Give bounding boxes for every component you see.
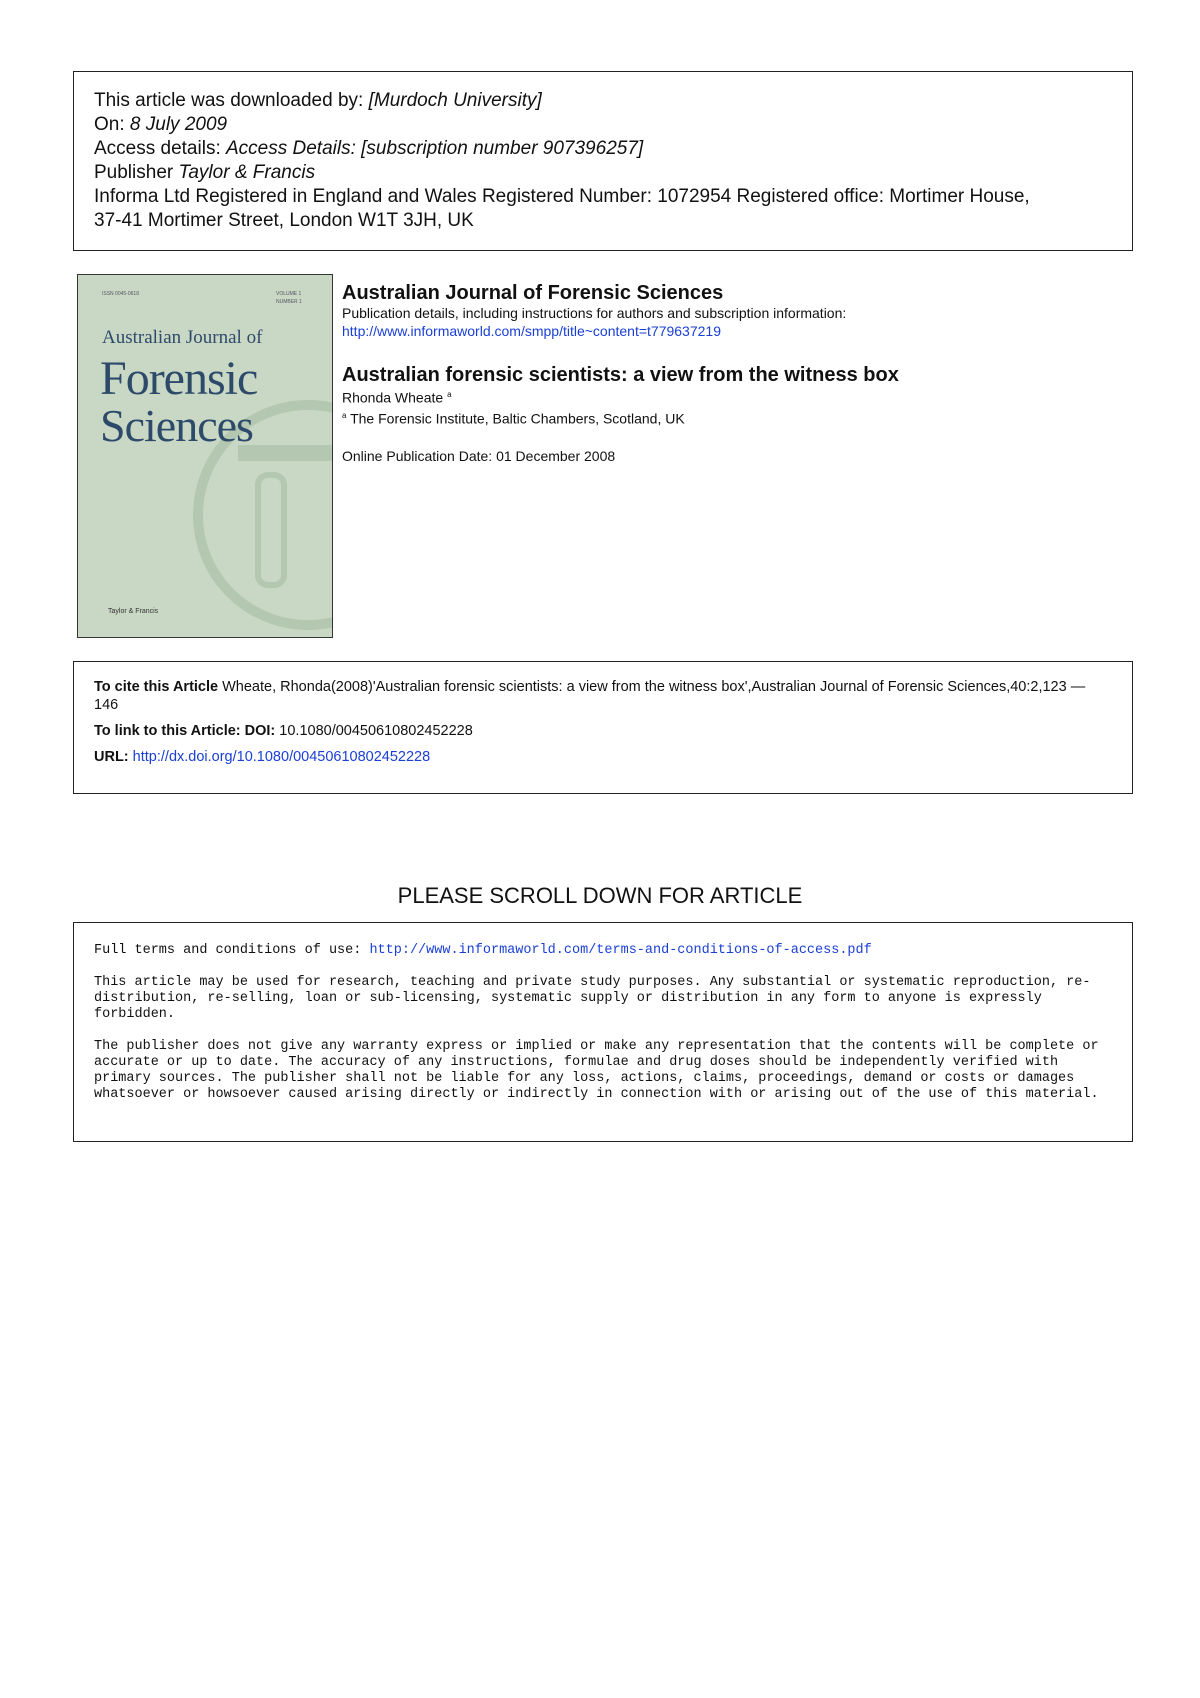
access-details-value: Access Details: [subscription number 907396257] <box>226 138 644 159</box>
affiliation-line <box>342 407 1132 428</box>
cover-journal-line: Australian Journal of <box>102 327 263 348</box>
downloaded-by-value: [Murdoch University] <box>368 90 542 111</box>
online-publication-date: Online Publication Date: 01 December 2008 <box>342 448 616 465</box>
article-details <box>342 282 1132 465</box>
scroll-down-notice: PLEASE SCROLL DOWN FOR ARTICLE <box>397 883 803 908</box>
url-row <box>94 748 1112 766</box>
cover-issn: ISSN 0045-0618 <box>102 291 139 297</box>
affiliation-text: The Forensic Institute, Baltic Chambers, Scotland, UK <box>350 410 685 427</box>
terms-paragraph-1: This article may be used for research, teaching and private study purposes. Any substantial or systematic reproduction, re-distribution, re-selling, loan or sub-licensing, systematic supply or distribution in any form to anyone is expressly forbidden. <box>94 975 1091 1022</box>
journal-url-link[interactable]: http://www.informaworld.com/smpp/title~content=t779637219 <box>342 323 721 339</box>
doi-row <box>94 722 1112 740</box>
journal-cover-image <box>77 274 333 638</box>
publication-details: Publication details, including instructions for authors and subscription information: <box>342 305 847 321</box>
cover-word-sciences: Sciences <box>100 400 253 451</box>
full-terms-line: Full terms and conditions of use: http://www.informaworld.com/terms-and-conditions-of-access.pdf <box>94 943 872 958</box>
article-title: Australian forensic scientists: a view from the witness box <box>342 364 899 386</box>
affiliation-marker: a <box>342 410 347 420</box>
author-line <box>342 386 1132 407</box>
terms-box <box>73 922 1133 1142</box>
downloaded-by-line: This article was downloaded by: [Murdoch University] <box>94 90 542 111</box>
terms-paragraph-2: The publisher does not give any warranty express or implied or make any representation that the contents will be complete or accurate or up to date. The accuracy of any instructions, formulae and drug doses should be independently verified with primary sources. The publisher shall not be liable for any loss, actions, claims, proceedings, demand or costs or damages whatsoever or howsoever caused arising directly or indirectly in connection with or arising out of the use of this material. <box>94 1039 1099 1102</box>
cite-label: To cite this Article <box>94 679 219 695</box>
cover-number: NUMBER 1 <box>276 299 302 305</box>
cover-word-forensic: Forensic <box>100 352 258 405</box>
doi-label: To link to this Article: DOI: <box>94 723 280 739</box>
author-affiliation-marker: a <box>447 390 452 399</box>
download-date-value: 8 July 2009 <box>129 114 228 135</box>
publisher-line: Publisher Taylor & Francis <box>94 162 316 183</box>
citation-box <box>73 661 1133 794</box>
terms-url-link[interactable]: http://www.informaworld.com/terms-and-conditions-of-access.pdf <box>369 943 872 958</box>
cover-publisher-mark: Taylor & Francis <box>108 608 159 615</box>
cite-row <box>94 678 1112 714</box>
url-label: URL: <box>94 749 133 765</box>
journal-title: Australian Journal of Forensic Sciences <box>342 282 724 304</box>
doi-value: 10.1080/00450610802452228 <box>279 723 473 739</box>
access-details-line: Access details: Access Details: [subscription number 907396257] <box>94 138 644 159</box>
cover-volume: VOLUME 1 <box>276 291 302 297</box>
registration-line-1: Informa Ltd Registered in England and Wales Registered Number: 1072954 Registered office: Mortimer House, <box>94 186 1030 207</box>
download-info-box <box>73 71 1133 251</box>
author-name: Rhonda Wheate <box>342 389 444 406</box>
cite-text: Wheate, Rhonda(2008)'Australian forensic scientists: a view from the witness box',Australian Journal of Forensic Sciences,40:2,123 — 146 <box>94 679 1086 713</box>
publisher-value: Taylor & Francis <box>178 162 316 183</box>
registration-line-2: 37-41 Mortimer Street, London W1T 3JH, UK <box>94 210 474 231</box>
download-date-line: On: 8 July 2009 <box>94 114 228 135</box>
doi-url-link[interactable]: http://dx.doi.org/10.1080/00450610802452228 <box>132 749 431 765</box>
